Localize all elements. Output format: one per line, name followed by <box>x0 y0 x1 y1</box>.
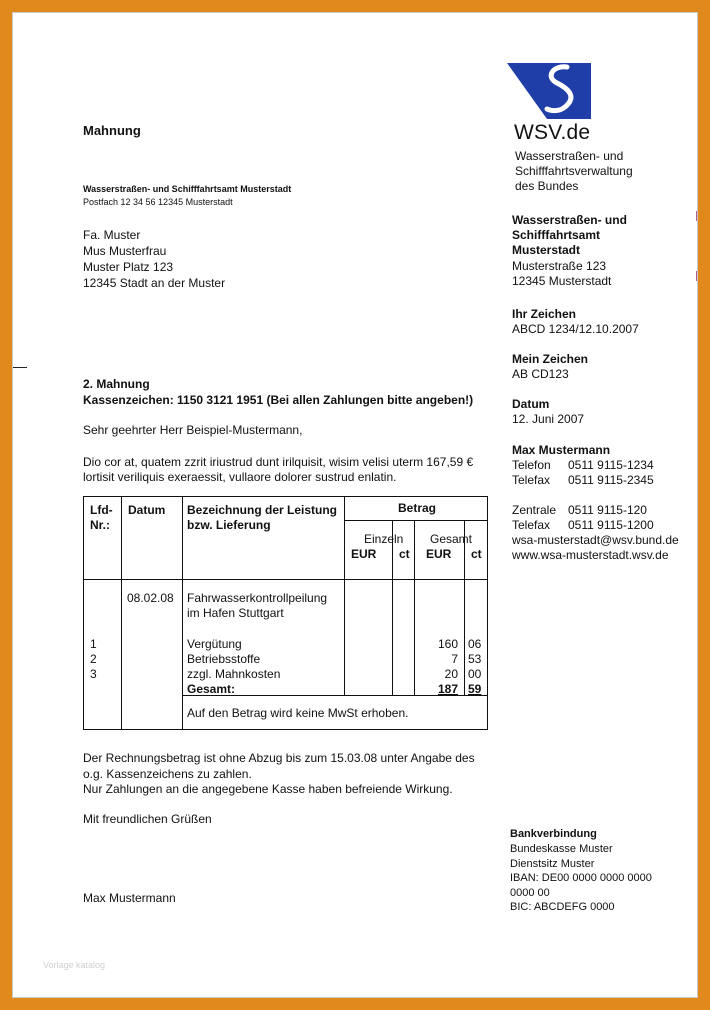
row-eur: 20 <box>444 667 458 681</box>
logo-brand: WSV.de <box>514 121 591 144</box>
row-nr: 3 <box>90 667 97 681</box>
header-ct-gesamt: ct <box>471 547 482 561</box>
invoice-table <box>83 496 488 730</box>
datum-value: 12. Juni 2007 <box>512 412 585 426</box>
contact-web: www.wsa-musterstadt.wsv.de <box>512 548 669 562</box>
recipient-line: Mus Musterfrau <box>83 244 167 258</box>
office-name <box>512 213 627 258</box>
contact-email: wsa-musterstadt@wsv.bund.de <box>512 533 679 547</box>
row-ct: 00 <box>468 667 482 681</box>
total-eur: 187 <box>437 682 458 696</box>
bank-line: Bundeskasse Muster <box>510 843 613 855</box>
salutation: Sehr geehrter Herr Beispiel-Mustermann, <box>83 423 303 437</box>
closing-text: o.g. Kassenzeichens zu zahlen. <box>83 767 252 781</box>
table-divider <box>121 497 122 729</box>
row-eur: 7 <box>451 652 458 666</box>
bank-line: 0000 00 <box>510 886 550 899</box>
header-eur-einzeln: EUR <box>351 547 377 561</box>
letter-title: Mahnung <box>83 123 141 138</box>
sender-line: Wasserstraßen- und Schifffahrtsamt Musterstadt <box>83 184 292 194</box>
sender-postfach: Postfach 12 34 56 12345 Musterstadt <box>83 197 233 207</box>
row-desc: zzgl. Mahnkosten <box>187 667 281 681</box>
row-eur: 160 <box>437 637 458 651</box>
header-gesamt: Gesamt <box>430 532 473 546</box>
office-name-line: Musterstadt <box>512 243 581 257</box>
office-name-line: Wasserstraßen- und <box>512 213 627 227</box>
letter-page <box>12 12 698 998</box>
table-divider <box>344 520 487 521</box>
subject-line: 2. Mahnung <box>83 377 150 391</box>
closing-text: Nur Zahlungen an die angegebene Kasse haben befreiende Wirkung. <box>83 782 453 796</box>
watermark: Vorlage katalog <box>43 960 106 970</box>
bank-line: Dienstsitz Muster <box>510 857 595 870</box>
contact-value: 0511 9115-2345 <box>568 473 654 487</box>
closing-text: Der Rechnungsbetrag ist ohne Abzug bis zum 15.03.08 unter Angabe des <box>83 751 475 765</box>
header-ct-einzeln: ct <box>399 547 410 561</box>
mein-zeichen-label: Mein Zeichen <box>512 352 589 366</box>
header-einzeln: Einzeln <box>364 532 404 546</box>
ihr-zeichen-value: ABCD 1234/12.10.2007 <box>512 322 639 336</box>
contact-value: 0511 9115-1234 <box>568 458 654 472</box>
subject-line: Kassenzeichen: 1150 3121 1951 (Bei allen Zahlungen bitte angeben!) <box>83 393 474 407</box>
ihr-zeichen-label: Ihr Zeichen <box>512 307 577 321</box>
logo-subtitle <box>515 149 633 194</box>
tax-note: Auf den Betrag wird keine MwSt erhoben. <box>187 706 409 720</box>
item-description: im Hafen Stuttgart <box>187 606 284 620</box>
table-divider <box>84 579 487 580</box>
signature-name: Max Mustermann <box>83 891 176 905</box>
header-betrag: Betrag <box>398 501 437 515</box>
contact-label: Telefon <box>512 458 551 472</box>
header-datum: Datum <box>128 503 166 517</box>
body-text: lortisit veriliquis exeraessit, vullaore dolorer sustrud enlatin. <box>83 470 397 484</box>
edge-mark <box>696 211 697 221</box>
item-date: 08.02.08 <box>127 591 174 605</box>
row-ct: 53 <box>468 652 482 666</box>
logo-subtitle-line: Schifffahrtsverwaltung <box>515 164 633 178</box>
row-nr: 1 <box>90 637 97 651</box>
body-text: Dio cor at, quatem zzrit iriustrud dunt irilquisit, wisim velisi uterm 167,59 € <box>83 455 474 469</box>
table-divider <box>392 521 393 695</box>
office-name-line: Schifffahrtsamt <box>512 228 601 242</box>
header-eur-gesamt: EUR <box>426 547 452 561</box>
contact-value: 0511 9115-1200 <box>568 518 654 532</box>
recipient-line: 12345 Stadt an der Muster <box>83 276 226 290</box>
contact-value: 0511 9115-120 <box>568 503 647 517</box>
table-divider <box>464 521 465 695</box>
edge-mark <box>696 271 697 281</box>
regards: Mit freundlichen Grüßen <box>83 812 212 826</box>
fold-mark <box>13 367 27 368</box>
total-label: Gesamt: <box>187 682 236 696</box>
row-nr: 2 <box>90 652 97 666</box>
recipient-line: Fa. Muster <box>83 228 141 242</box>
contact-label: Telefax <box>512 473 551 487</box>
bank-details <box>510 842 652 915</box>
recipient-line: Muster Platz 123 <box>83 260 174 274</box>
recipient-address <box>83 227 225 291</box>
bank-label: Bankverbindung <box>510 828 597 840</box>
wsv-logo-icon <box>507 63 591 119</box>
contact-label: Zentrale <box>512 503 557 517</box>
office-address-line: 12345 Musterstadt <box>512 274 612 288</box>
bank-line: BIC: ABCDEFG 0000 <box>510 901 615 913</box>
office-address <box>512 259 611 289</box>
office-address-line: Musterstraße 123 <box>512 259 607 273</box>
header-bezeichnung: bzw. Lieferung <box>187 518 271 532</box>
logo-subtitle-line: des Bundes <box>515 179 579 193</box>
row-desc: Vergütung <box>187 637 242 651</box>
mein-zeichen-value: AB CD123 <box>512 367 569 381</box>
row-desc: Betriebsstoffe <box>187 652 261 666</box>
contact-name: Max Mustermann <box>512 443 611 457</box>
header-nr: Nr.: <box>90 518 111 532</box>
total-ct: 59 <box>468 682 482 696</box>
header-bezeichnung: Bezeichnung der Leistung <box>187 503 338 517</box>
table-divider <box>414 521 415 695</box>
header-lfd: Lfd- <box>90 503 113 517</box>
item-description: Fahrwasserkontrollpeilung <box>187 591 328 605</box>
contact-label: Telefax <box>512 518 551 532</box>
datum-label: Datum <box>512 397 550 411</box>
table-divider <box>344 497 345 695</box>
bank-line: IBAN: DE00 0000 0000 0000 <box>510 872 652 884</box>
row-ct: 06 <box>468 637 482 651</box>
logo-subtitle-line: Wasserstraßen- und <box>515 149 624 163</box>
